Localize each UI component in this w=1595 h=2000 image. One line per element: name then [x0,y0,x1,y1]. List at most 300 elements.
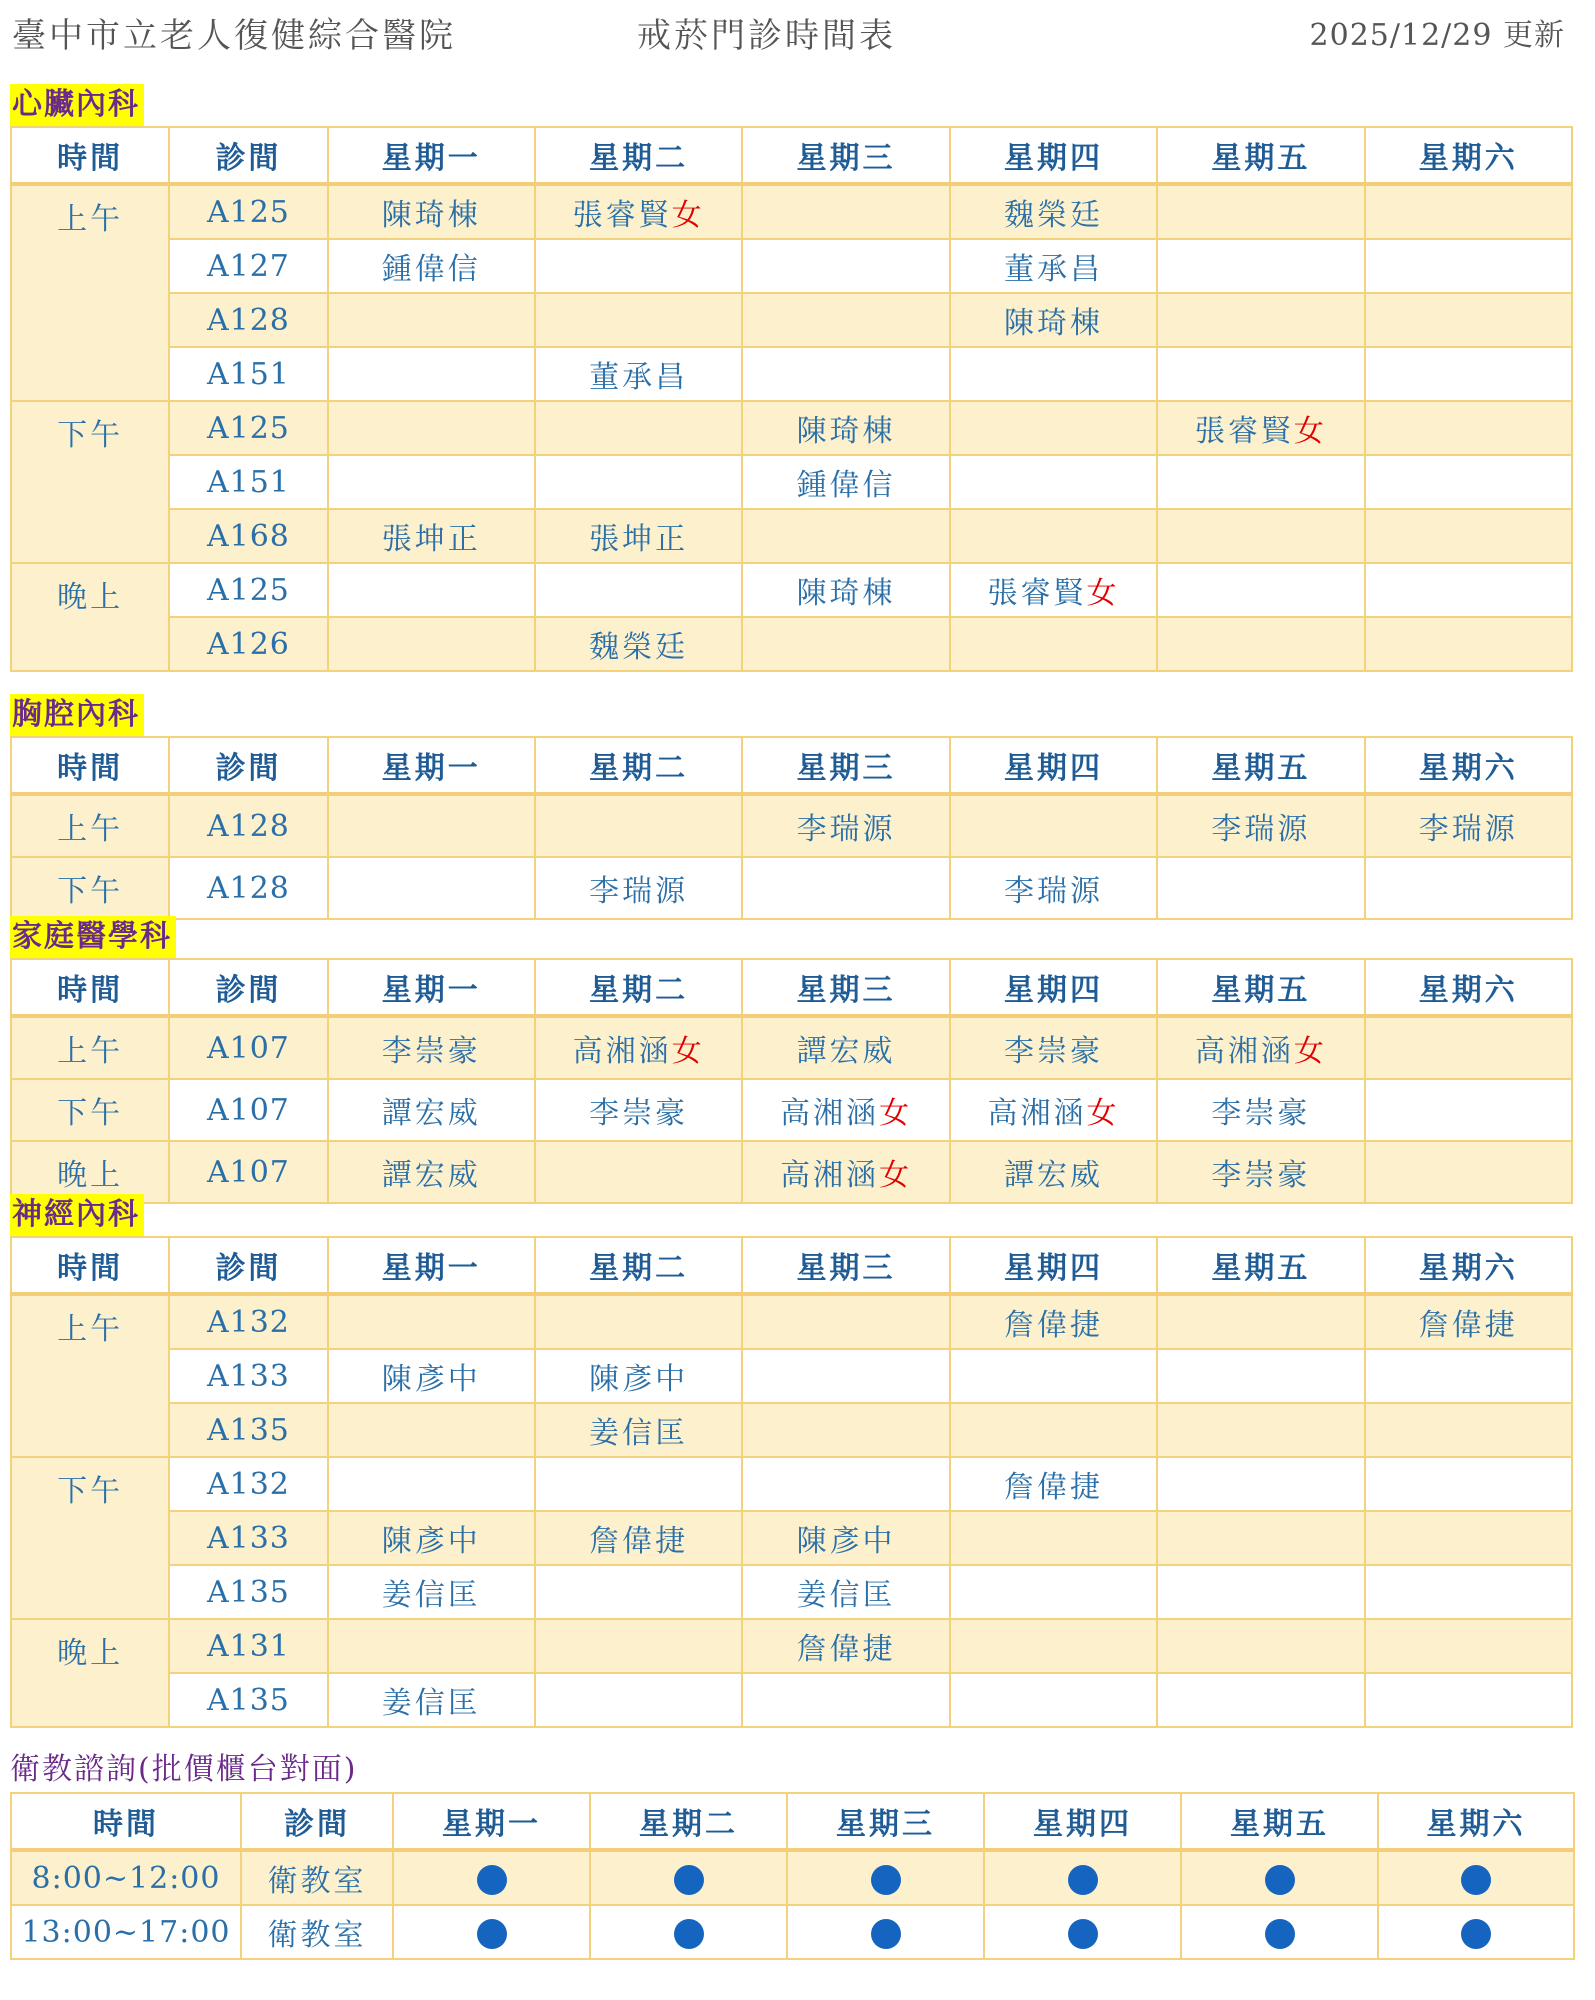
column-header: 時間 [11,959,169,1016]
available-dot-icon [674,1919,704,1949]
room-cell: A132 [169,1294,327,1349]
doctor-name: 高湘涵 [572,1034,672,1069]
doctor-name: 陳琦棟 [796,414,896,449]
table-body [11,1294,1572,1727]
table-row [11,1349,1572,1403]
room-cell: A151 [169,455,327,509]
doctor-name: 李瑞源 [1418,812,1518,847]
doctor-name: 高湘涵 [1194,1034,1294,1069]
doctor-cell [328,509,535,563]
doctor-cell [328,1079,535,1141]
table-row [11,1294,1572,1349]
doctor-cell [328,455,535,509]
column-header: 星期四 [950,127,1157,184]
doctor-cell [328,1349,535,1403]
section-health-education [10,1748,1573,1960]
doctor-name: 李崇豪 [1003,1034,1103,1069]
doctor-name: 張坤正 [589,522,689,557]
availability-cell [1181,1905,1378,1959]
doctor-name: 高湘涵 [780,1158,880,1193]
doctor-cell [535,1016,742,1079]
doctor-cell [1157,1403,1364,1457]
doctor-cell [742,401,949,455]
doctor-cell [535,1403,742,1457]
doctor-name: 李崇豪 [381,1034,481,1069]
room-cell: A128 [169,293,327,347]
table-row [11,1511,1572,1565]
doctor-cell [950,1511,1157,1565]
doctor-cell [1365,455,1572,509]
doctor-cell [742,794,949,857]
availability-cell [590,1850,787,1905]
doctor-cell [1365,347,1572,401]
doctor-cell [950,1565,1157,1619]
doctor-cell [950,401,1157,455]
doctor-cell [1365,293,1572,347]
room-cell: A125 [169,401,327,455]
doctor-name: 詹偉捷 [1418,1308,1518,1343]
doctor-name: 李崇豪 [1211,1096,1311,1131]
doctor-cell [1157,1511,1364,1565]
doctor-cell [535,1457,742,1511]
table-header [11,1793,1574,1850]
doctor-name: 詹偉捷 [1003,1308,1103,1343]
column-header: 星期二 [535,127,742,184]
room-cell: 衛教室 [241,1850,393,1905]
room-cell: A128 [169,794,327,857]
doctor-cell [535,1565,742,1619]
doctor-name: 張睿賢 [572,198,672,233]
schedule-table [10,1792,1575,1960]
column-header: 星期一 [328,737,535,794]
department-label: 胸腔內科 [10,694,144,736]
column-header: 星期一 [393,1793,590,1850]
table-row [11,1079,1572,1141]
doctor-cell [1157,1565,1364,1619]
female-doctor-marker: 女 [671,198,705,233]
table-row [11,1850,1574,1905]
available-dot-icon [477,1919,507,1949]
doctor-cell [1365,794,1572,857]
doctor-cell [742,563,949,617]
room-cell: A135 [169,1403,327,1457]
table-row [11,347,1572,401]
header-row [11,959,1572,1016]
doctor-name: 姜信匡 [589,1416,689,1451]
doctor-cell [1365,1673,1572,1727]
doctor-name: 張睿賢 [987,576,1087,611]
availability-cell [1181,1850,1378,1905]
doctor-cell [1157,401,1364,455]
schedule-table [10,958,1573,1204]
doctor-cell [742,1079,949,1141]
page-title: 戒菸門診時間表 [637,16,896,56]
available-dot-icon [1461,1919,1491,1949]
doctor-name: 高湘涵 [987,1096,1087,1131]
doctor-name: 譚宏威 [796,1034,896,1069]
doctor-cell [328,1294,535,1349]
room-cell: A135 [169,1673,327,1727]
table-row [11,1403,1572,1457]
doctor-cell [328,1016,535,1079]
table-row [11,239,1572,293]
time-slot-cell: 下午 [11,857,169,919]
table-header [11,127,1572,184]
doctor-name: 陳彥中 [796,1524,896,1559]
doctor-cell [328,1673,535,1727]
column-header: 星期五 [1157,127,1364,184]
table-body [11,1016,1572,1203]
room-cell: A168 [169,509,327,563]
doctor-cell [328,1619,535,1673]
female-doctor-marker: 女 [1293,414,1327,449]
doctor-cell [328,401,535,455]
doctor-cell [950,455,1157,509]
doctor-cell [328,1403,535,1457]
doctor-cell [950,1619,1157,1673]
doctor-name: 李崇豪 [1211,1158,1311,1193]
doctor-cell [1365,509,1572,563]
updated-date: 2025/12/29 更新 [1309,18,1565,53]
column-header: 診間 [241,1793,393,1850]
doctor-cell [950,1457,1157,1511]
doctor-cell [328,1565,535,1619]
section-chest-medicine [10,694,1573,920]
doctor-name: 李瑞源 [1211,812,1311,847]
doctor-cell [1365,401,1572,455]
doctor-cell [328,1457,535,1511]
room-cell: A107 [169,1141,327,1203]
available-dot-icon [674,1865,704,1895]
available-dot-icon [477,1865,507,1895]
column-header: 星期四 [984,1793,1181,1850]
doctor-cell [742,293,949,347]
table-header [11,1237,1572,1294]
doctor-name: 姜信匡 [796,1578,896,1613]
table-row [11,401,1572,455]
doctor-cell [1157,1079,1364,1141]
column-header: 星期二 [535,737,742,794]
doctor-cell [1157,1349,1364,1403]
doctor-cell [1365,1349,1572,1403]
doctor-cell [328,184,535,239]
doctor-cell [742,239,949,293]
doctor-name: 詹偉捷 [1003,1470,1103,1505]
column-header: 診間 [169,959,327,1016]
doctor-cell [535,184,742,239]
doctor-cell [742,1294,949,1349]
doctor-cell [742,1619,949,1673]
column-header: 星期五 [1157,959,1364,1016]
doctor-cell [328,617,535,671]
female-doctor-marker: 女 [1086,576,1120,611]
doctor-name: 李瑞源 [1003,874,1103,909]
doctor-cell [950,239,1157,293]
table-row [11,563,1572,617]
table-row [11,455,1572,509]
doctor-cell [535,401,742,455]
schedule-table [10,1236,1573,1728]
availability-cell [787,1850,984,1905]
doctor-name: 譚宏威 [381,1096,481,1131]
doctor-cell [950,509,1157,563]
department-label: 家庭醫學科 [10,916,176,958]
room-cell: A133 [169,1349,327,1403]
available-dot-icon [1461,1865,1491,1895]
column-header: 星期四 [950,737,1157,794]
doctor-cell [1365,184,1572,239]
doctor-cell [535,1511,742,1565]
column-header: 星期四 [950,1237,1157,1294]
available-dot-icon [1265,1865,1295,1895]
doctor-cell [742,617,949,671]
column-header: 星期二 [535,1237,742,1294]
table-row [11,293,1572,347]
doctor-name: 姜信匡 [381,1686,481,1721]
doctor-cell [1365,563,1572,617]
doctor-cell [742,857,949,919]
doctor-cell [1365,239,1572,293]
doctor-cell [1365,1619,1572,1673]
doctor-cell [742,184,949,239]
time-slot-cell: 晚上 [11,563,169,671]
column-header: 星期五 [1157,737,1364,794]
doctor-cell [535,239,742,293]
doctor-cell [950,1673,1157,1727]
table-body [11,794,1572,919]
doctor-cell [328,1511,535,1565]
doctor-cell [950,794,1157,857]
department-label: 衛教諮詢(批價櫃台對面) [10,1752,358,1787]
room-cell: A125 [169,184,327,239]
availability-cell [984,1905,1181,1959]
column-header: 星期一 [328,959,535,1016]
doctor-cell [1157,1673,1364,1727]
section-neurology [10,1194,1573,1728]
availability-cell [984,1850,1181,1905]
header-row [11,737,1572,794]
column-header: 星期六 [1378,1793,1574,1850]
doctor-cell [1157,617,1364,671]
column-header: 星期三 [742,1237,949,1294]
doctor-cell [1365,1565,1572,1619]
doctor-cell [950,184,1157,239]
doctor-cell [535,1294,742,1349]
doctor-cell [950,617,1157,671]
doctor-name: 陳彥中 [381,1362,481,1397]
doctor-cell [1365,1294,1572,1349]
doctor-cell [1365,1457,1572,1511]
doctor-cell [950,1294,1157,1349]
column-header: 星期六 [1365,1237,1572,1294]
doctor-name: 譚宏威 [381,1158,481,1193]
doctor-cell [1365,1511,1572,1565]
doctor-cell [328,857,535,919]
room-cell: A151 [169,347,327,401]
doctor-cell [1157,184,1364,239]
doctor-name: 李瑞源 [796,812,896,847]
doctor-cell [1157,1619,1364,1673]
column-header: 星期三 [787,1793,984,1850]
schedule-table [10,126,1573,672]
doctor-cell [950,347,1157,401]
doctor-name: 陳琦棟 [796,576,896,611]
department-label: 心臟內科 [10,84,144,126]
table-row [11,1673,1572,1727]
column-header: 星期一 [328,1237,535,1294]
doctor-name: 詹偉捷 [796,1632,896,1667]
doctor-cell [950,293,1157,347]
table-row [11,509,1572,563]
column-header: 時間 [11,127,169,184]
doctor-cell [742,1016,949,1079]
doctor-cell [1365,617,1572,671]
column-header: 星期二 [590,1793,787,1850]
header-row [11,127,1572,184]
table-header [11,959,1572,1016]
available-dot-icon [871,1865,901,1895]
column-header: 星期一 [328,127,535,184]
doctor-cell [742,1457,949,1511]
doctor-name: 鍾偉信 [796,468,896,503]
schedule-table [10,736,1573,920]
doctor-cell [328,347,535,401]
column-header: 星期三 [742,959,949,1016]
column-header: 星期五 [1181,1793,1378,1850]
time-slot-cell: 13:00~17:00 [11,1905,241,1959]
doctor-cell [535,1673,742,1727]
time-slot-cell: 晚上 [11,1619,169,1727]
doctor-cell [1365,1403,1572,1457]
room-cell: A135 [169,1565,327,1619]
hospital-name: 臺中市立老人復健綜合醫院 [12,16,456,56]
time-slot-cell: 上午 [11,1016,169,1079]
doctor-name: 陳彥中 [381,1524,481,1559]
table-row [11,794,1572,857]
column-header: 時間 [11,1237,169,1294]
room-cell: A133 [169,1511,327,1565]
doctor-name: 譚宏威 [1003,1158,1103,1193]
table-row [11,1016,1572,1079]
doctor-name: 高湘涵 [780,1096,880,1131]
column-header: 診間 [169,737,327,794]
doctor-cell [742,509,949,563]
doctor-cell [742,455,949,509]
available-dot-icon [1068,1919,1098,1949]
time-slot-cell: 下午 [11,401,169,563]
doctor-cell [535,509,742,563]
column-header: 星期六 [1365,127,1572,184]
doctor-cell [535,1349,742,1403]
table-row [11,1565,1572,1619]
availability-cell [393,1850,590,1905]
doctor-name: 董承昌 [1003,252,1103,287]
column-header: 星期二 [535,959,742,1016]
table-header [11,737,1572,794]
doctor-cell [742,1349,949,1403]
doctor-cell [1157,1016,1364,1079]
doctor-cell [535,1619,742,1673]
doctor-cell [535,347,742,401]
doctor-cell [950,1079,1157,1141]
doctor-cell [535,293,742,347]
time-slot-cell: 上午 [11,1294,169,1457]
female-doctor-marker: 女 [1086,1096,1120,1131]
doctor-cell [1157,509,1364,563]
doctor-name: 董承昌 [589,360,689,395]
time-slot-cell: 上午 [11,794,169,857]
table-row [11,1457,1572,1511]
doctor-name: 李瑞源 [589,874,689,909]
table-row [11,1619,1572,1673]
doctor-cell [742,1565,949,1619]
doctor-name: 張坤正 [381,522,481,557]
available-dot-icon [1068,1865,1098,1895]
availability-cell [1378,1850,1574,1905]
doctor-cell [1157,563,1364,617]
time-slot-cell: 上午 [11,184,169,401]
doctor-cell [1157,857,1364,919]
room-cell: A128 [169,857,327,919]
doctor-cell [535,1079,742,1141]
doctor-cell [1157,1457,1364,1511]
room-cell: A126 [169,617,327,671]
doctor-name: 鍾偉信 [381,252,481,287]
column-header: 星期三 [742,127,949,184]
doctor-cell [328,293,535,347]
column-header: 星期六 [1365,737,1572,794]
doctor-name: 魏榮廷 [589,630,689,665]
doctor-cell [950,1349,1157,1403]
doctor-cell [950,563,1157,617]
column-header: 診間 [169,127,327,184]
room-cell: A132 [169,1457,327,1511]
doctor-cell [1157,293,1364,347]
doctor-cell [328,794,535,857]
time-slot-cell: 下午 [11,1457,169,1619]
column-header: 時間 [11,737,169,794]
table-row [11,1905,1574,1959]
availability-cell [393,1905,590,1959]
department-label: 神經內科 [10,1194,144,1236]
doctor-cell [535,857,742,919]
doctor-cell [328,563,535,617]
doctor-name: 李崇豪 [589,1096,689,1131]
column-header: 星期五 [1157,1237,1364,1294]
table-row [11,184,1572,239]
available-dot-icon [1265,1919,1295,1949]
doctor-cell [950,1016,1157,1079]
column-header: 星期六 [1365,959,1572,1016]
doctor-name: 陳琦棟 [1003,306,1103,341]
doctor-cell [1157,455,1364,509]
room-cell: A107 [169,1016,327,1079]
female-doctor-marker: 女 [671,1034,705,1069]
room-cell: A107 [169,1079,327,1141]
time-slot-cell: 8:00~12:00 [11,1850,241,1905]
doctor-name: 陳彥中 [589,1362,689,1397]
doctor-cell [1157,1294,1364,1349]
time-slot-cell: 下午 [11,1079,169,1141]
doctor-cell [535,617,742,671]
available-dot-icon [871,1919,901,1949]
doctor-cell [1157,794,1364,857]
doctor-name: 姜信匡 [381,1578,481,1613]
header-row [11,1793,1574,1850]
time-slot-cell: 晚上 [11,1141,169,1203]
table-body [11,184,1572,671]
doctor-name: 詹偉捷 [589,1524,689,1559]
